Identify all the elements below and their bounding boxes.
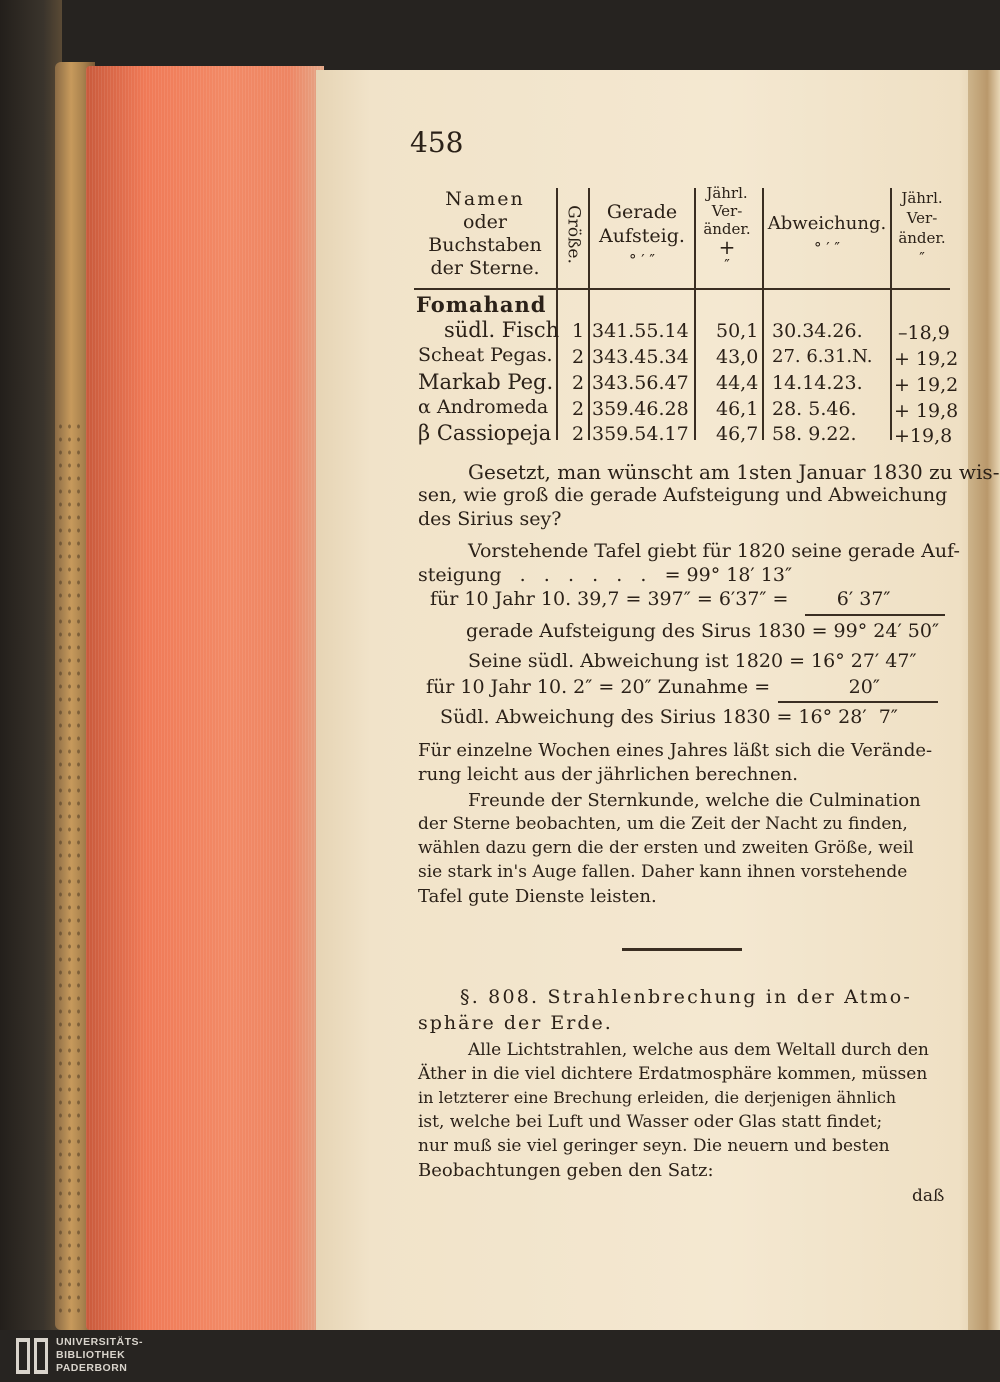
header-ra-change-line: Jährl. [706, 184, 748, 202]
star-magnitude: 2 [572, 423, 585, 445]
star-name: α Andromeda [418, 396, 549, 418]
star-right-ascension: 343.45.34 [592, 346, 689, 368]
column-divider [556, 188, 558, 440]
star-decl-change: –18,9 [898, 322, 950, 344]
header-ra-change-line: änder. [703, 220, 751, 238]
header-ra-line: Gerade [606, 201, 678, 223]
header-ra-line: Aufsteig. [599, 225, 685, 247]
header-ra-line: ° ′ ″ [628, 251, 656, 269]
library-name-line: UNIVERSITÄTS- [56, 1336, 144, 1348]
header-names-line: Namen [445, 188, 525, 210]
star-name: Scheat Pegas. [418, 344, 553, 366]
star-magnitude: 2 [572, 398, 585, 420]
scan-background-left [0, 0, 62, 1330]
section-separator [622, 948, 742, 951]
catchword: daß [912, 1186, 945, 1206]
text-line: wählen dazu gern die der ersten und zweiten Größe, weil [418, 838, 914, 858]
header-ra-change [694, 184, 760, 274]
calc-line: steigung . . . . . . = 99° 18′ 13″ [418, 564, 793, 586]
text-line: der Sterne beobachten, um die Zeit der Nacht zu finden, [418, 814, 908, 834]
star-decl-change: + 19,2 [894, 374, 959, 396]
scan-background-top [0, 0, 1000, 70]
star-name: β Cassiopeja [418, 421, 552, 445]
header-names-line: der Sterne. [430, 257, 540, 279]
star-declination: 27. 6.31.N. [772, 346, 873, 367]
header-ra [590, 200, 694, 272]
column-divider [762, 188, 764, 440]
header-names [414, 188, 556, 280]
header-decl-change-line: Ver- [906, 209, 938, 227]
header-ra-change-line: Ver- [711, 202, 743, 220]
star-decl-change: + 19,2 [894, 348, 959, 370]
text-line: Vorstehende Tafel giebt für 1820 seine gerade Auf- [468, 540, 960, 562]
text-line: Äther in die viel dichtere Erdatmosphäre kommen, müssen [418, 1064, 928, 1084]
star-decl-change: + 19,8 [894, 400, 959, 422]
star-right-ascension: 359.54.17 [592, 423, 689, 445]
star-name: Markab Peg. [418, 370, 554, 394]
star-right-ascension: 359.46.28 [592, 398, 689, 420]
star-magnitude: 2 [572, 372, 585, 394]
page-gutter [968, 70, 1000, 1330]
section-title-line: §. 808. Strahlenbrechung in der Atmo- [460, 986, 913, 1008]
calc-line: für 10 Jahr 10. 2″ = 20″ Zunahme = 20″ [426, 676, 880, 698]
column-divider [588, 188, 590, 440]
star-declination: 28. 5.46. [772, 398, 857, 420]
text-line: rung leicht aus der jährlichen berechnen. [418, 764, 798, 785]
text-line: sen, wie groß die gerade Aufsteigung und Abweichung [418, 484, 948, 506]
scan-footer [0, 1330, 1000, 1382]
library-name-line: PADERBORN [56, 1362, 128, 1374]
star-right-ascension: 341.55.14 [592, 320, 689, 342]
star-ra-change: 44,4 [716, 372, 759, 394]
calc-line: Seine südl. Abweichung ist 1820 = 16° 27′ 47″ [468, 650, 917, 672]
text-line: ist, welche bei Luft und Wasser oder Glas statt findet; [418, 1112, 883, 1132]
header-decl-change-line: ″ [919, 249, 925, 267]
text-line: des Sirius sey? [418, 508, 562, 530]
text-line: Für einzelne Wochen eines Jahres läßt sich die Verände- [418, 740, 933, 761]
table-header-rule [414, 288, 950, 290]
library-logo-icon [14, 1336, 50, 1376]
star-name: Fomahand [416, 292, 547, 317]
star-magnitude: 1 [572, 320, 585, 342]
header-decl-line: ° ′ ″ [813, 239, 841, 257]
star-ra-change: 43,0 [716, 346, 759, 368]
star-magnitude: 2 [572, 346, 585, 368]
star-declination: 14.14.23. [772, 372, 863, 394]
header-groesse: Größe. [563, 205, 584, 264]
text-line: Beobachtungen geben den Satz: [418, 1160, 714, 1181]
calc-result: gerade Aufsteigung des Sirus 1830 = 99° 24′ 50″ [466, 620, 940, 642]
header-decl-change-line: Jährl. [901, 189, 943, 207]
text-line: nur muß sie viel geringer seyn. Die neuern und besten [418, 1136, 890, 1156]
star-decl-change: +19,8 [894, 425, 953, 447]
sum-rule [778, 701, 938, 703]
section-title-line: sphäre der Erde. [418, 1012, 613, 1034]
header-ra-change-line: + [718, 235, 736, 259]
text-line: Freunde der Sternkunde, welche die Culmination [468, 790, 921, 811]
text-line: Gesetzt, man wünscht am 1sten Januar 1830 zu wis- [468, 460, 1000, 484]
star-ra-change: 46,1 [716, 398, 759, 420]
header-decl-change-line: änder. [898, 229, 946, 247]
text-line: Tafel gute Dienste leisten. [418, 886, 657, 907]
column-divider [694, 188, 696, 440]
star-ra-change: 50,1 [716, 320, 759, 342]
star-declination: 30.34.26. [772, 320, 863, 342]
header-decl [764, 212, 890, 260]
star-right-ascension: 343.56.47 [592, 372, 689, 394]
text-line: Alle Lichtstrahlen, welche aus dem Weltall durch den [468, 1040, 929, 1060]
spine-texture [56, 420, 86, 1320]
library-name-line: BIBLIOTHEK [56, 1349, 126, 1361]
star-ra-change: 46,7 [716, 423, 759, 445]
star-name: südl. Fisch [444, 318, 560, 342]
page-edges [86, 66, 324, 1330]
sum-rule [805, 614, 945, 616]
text-line: in letzterer eine Brechung erleiden, die derjenigen ähnlich [418, 1088, 897, 1107]
header-decl-change [892, 188, 952, 268]
column-divider [890, 188, 892, 440]
text-line: sie stark in's Auge fallen. Daher kann ihnen vorstehende [418, 862, 908, 882]
header-names-line: oder [463, 211, 507, 233]
star-declination: 58. 9.22. [772, 423, 857, 445]
header-names-line: Buchstaben [428, 234, 542, 256]
calc-line: für 10 Jahr 10. 39,7 = 397″ = 6′37″ = 6′ 37″ [430, 588, 891, 610]
header-ra-change-line: ″ [724, 256, 730, 274]
header-decl-line: Abweichung. [767, 213, 887, 234]
calc-result: Südl. Abweichung des Sirius 1830 = 16° 28′ 7″ [440, 706, 898, 728]
page-number: 458 [410, 126, 464, 159]
